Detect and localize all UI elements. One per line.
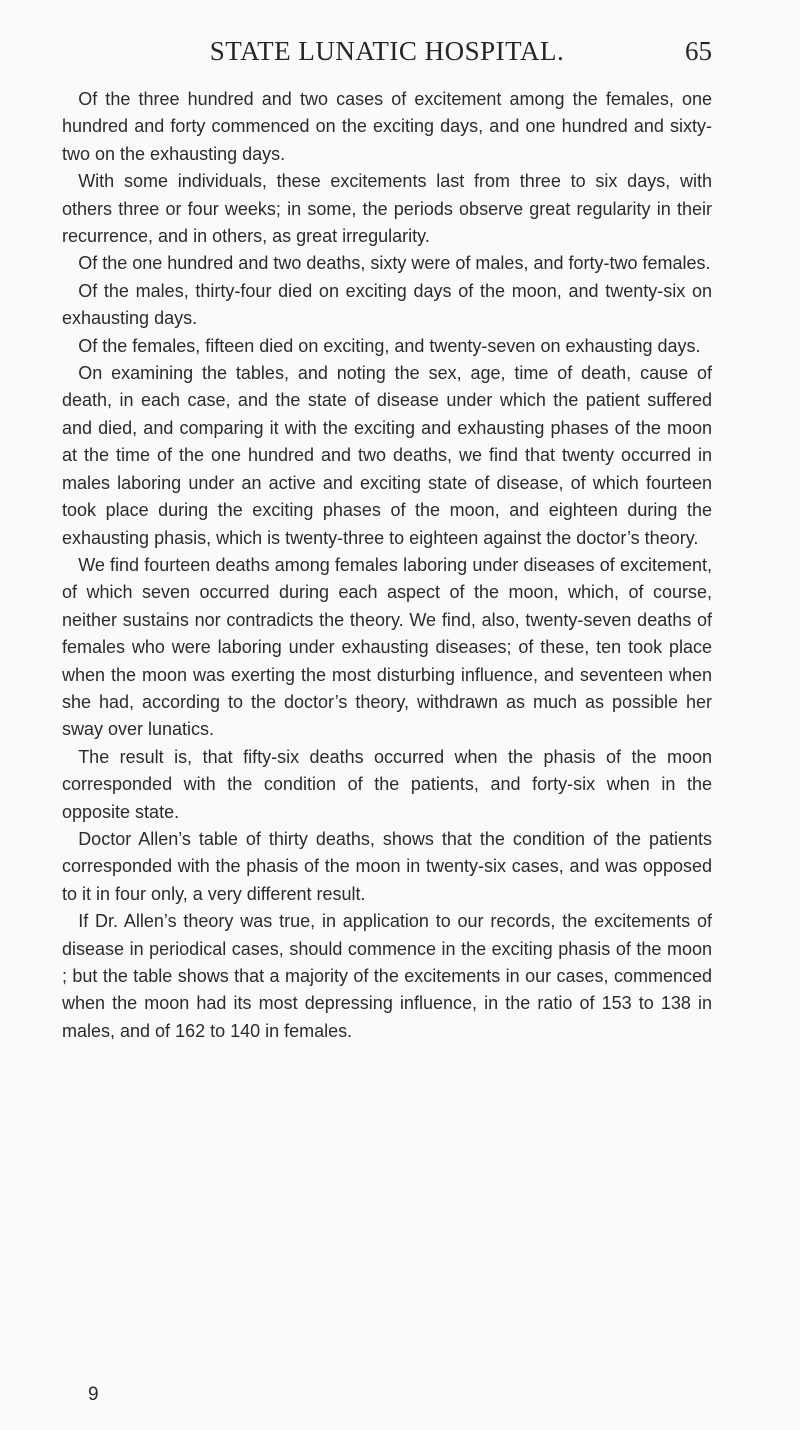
paragraph: Of the females, fifteen died on exciting, and twenty-seven on exhausting days. bbox=[78, 335, 701, 356]
paragraph: If Dr. Allen’s theory was true, in application to our records, the excitements of disease in periodical cases, should commence in the exciting phasis of the moon ; but the table shows that a majority of the excitements in our cases, commenced when the moon had its most depressing influence, in the ratio of 153 to 138 in males, and of 162 to 140 in females. bbox=[62, 911, 712, 1041]
paragraph: The result is, that fifty-six deaths occurred when the phasis of the moon corresponded with the condition of the patients, and forty-six when in the opposite state. bbox=[62, 746, 712, 822]
paragraph: With some individuals, these excitements last from three to six days, with others three or four weeks; in some, the periods observe great regularity in their recurrence, and in others, as great irregularity. bbox=[62, 171, 712, 247]
page-header bbox=[62, 36, 712, 76]
paragraph: Of the one hundred and two deaths, sixty were of males, and forty-two females. bbox=[78, 253, 711, 274]
body-text bbox=[62, 86, 712, 1045]
running-title: STATE LUNATIC HOSPITAL. bbox=[209, 36, 565, 66]
paragraph: Of the males, thirty-four died on exciting days of the moon, and twenty-six on exhausting days. bbox=[62, 280, 712, 329]
paragraph: On examining the tables, and noting the sex, age, time of death, cause of death, in each case, and the state of disease under which the patient suffered and died, and comparing it with the exciting and exhausting phases of the moon at the time of the one hundred and two deaths, we find that twenty occurred in males laboring under an active and exciting state of disease, of which fourteen took place during the exciting phases of the moon, and eighteen during the exhausting phasis, which is twenty-three to eighteen against the doctor’s theory. bbox=[62, 363, 712, 548]
page-number: 65 bbox=[685, 36, 712, 66]
paragraph: Doctor Allen’s table of thirty deaths, shows that the condition of the patients corresponded with the phasis of the moon in twenty-six cases, and was opposed to it in four only, a very different result. bbox=[62, 828, 712, 904]
paragraph: Of the three hundred and two cases of excitement among the females, one hundred and forty commenced on the exciting days, and one hundred and sixty-two on the exhausting days. bbox=[62, 89, 712, 164]
signature-mark: 9 bbox=[88, 1384, 99, 1405]
paragraph: We find fourteen deaths among females laboring under diseases of excitement, of which seven occurred during each aspect of the moon, which, of course, neither sustains nor contradicts the theory. We find, also, twenty-seven deaths of females who were laboring under exhausting diseases; of these, ten took place when the moon was exerting the most disturbing influence, and seventeen when she had, according to the doctor’s theory, withdrawn as much as possible her sway over lunatics. bbox=[62, 554, 712, 740]
